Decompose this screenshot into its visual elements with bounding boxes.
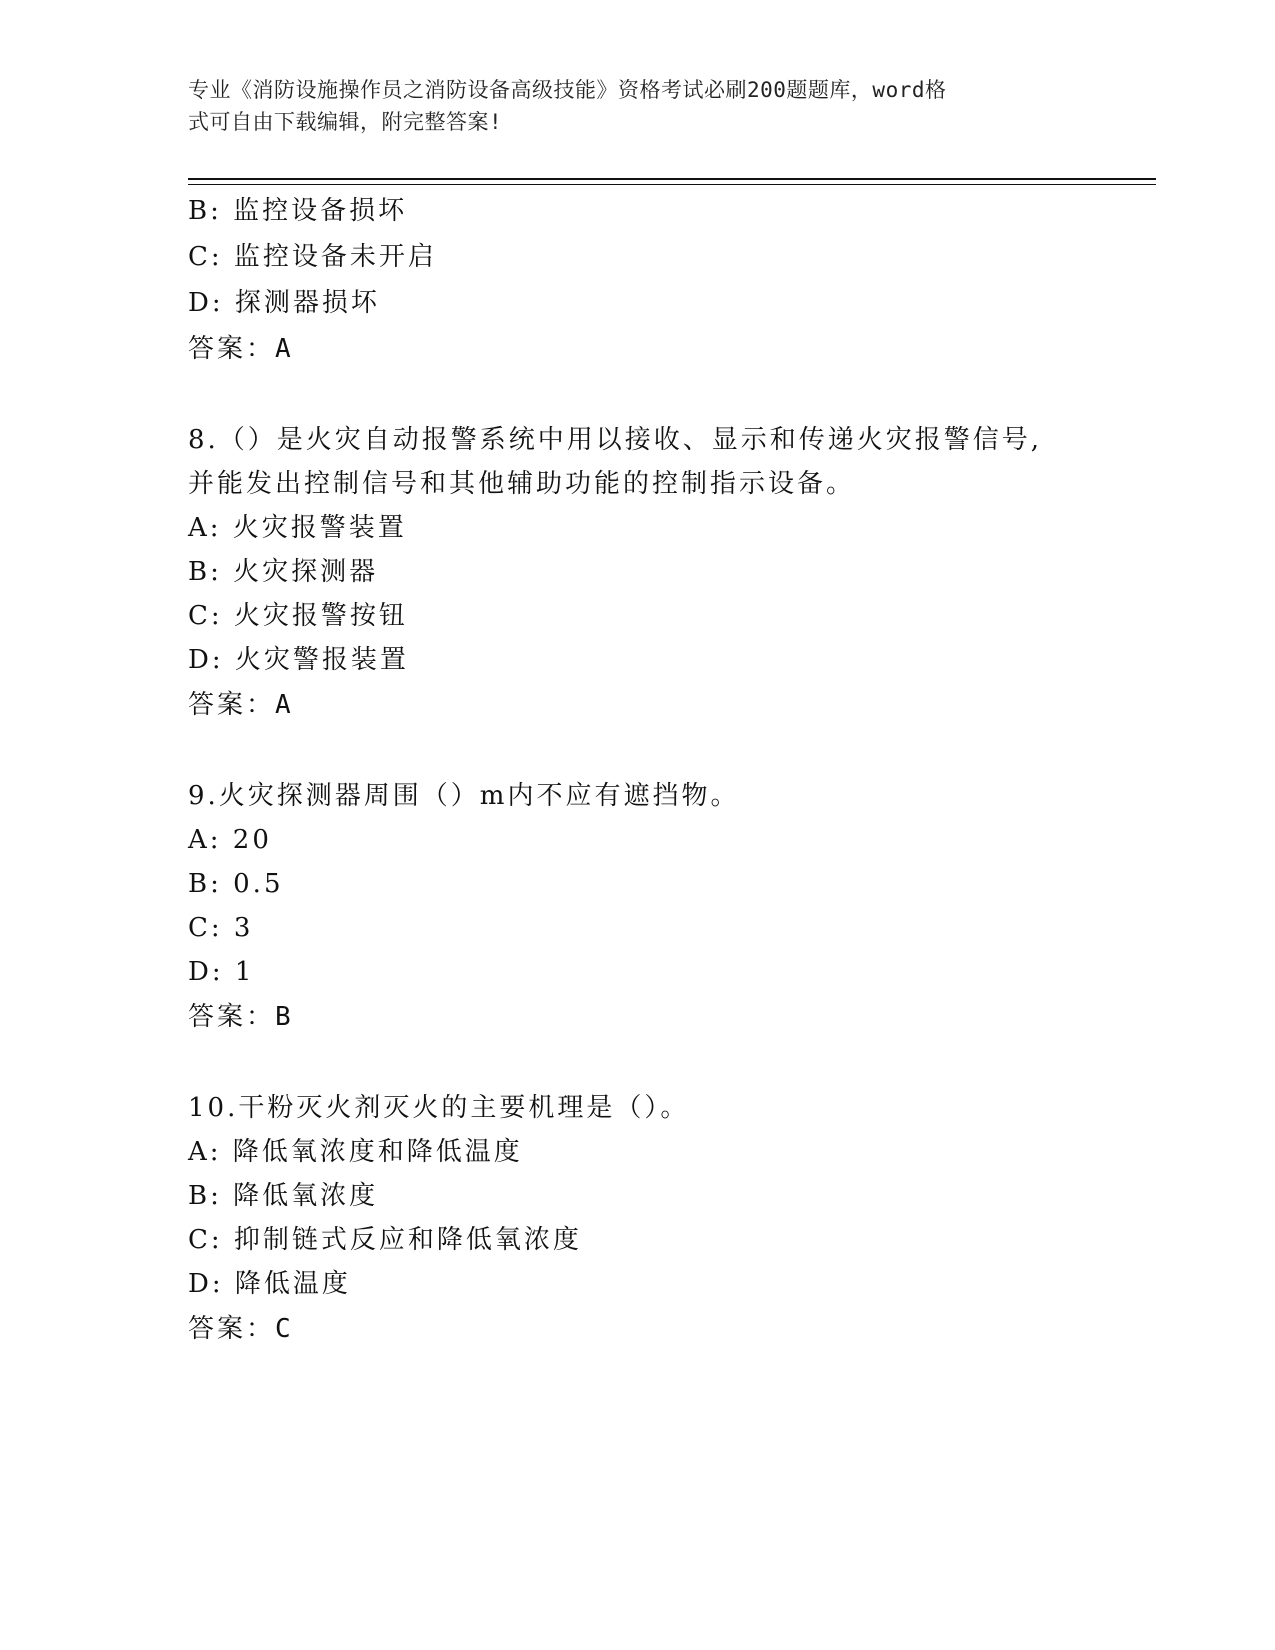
option-b: B: 火灾探测器 (188, 557, 379, 587)
answer-line (188, 1306, 1088, 1352)
header-divider-thin (188, 184, 1156, 185)
option-c: C: 火灾报警按钮 (188, 601, 408, 631)
option-b: B: 0.5 (188, 869, 284, 899)
answer-label: 答案： (188, 1002, 276, 1032)
question-9 (188, 774, 1088, 1040)
answer-value: B (275, 1002, 294, 1032)
option-d: D: 探测器损坏 (188, 288, 380, 318)
option-b: B: 降低氧浓度 (188, 1181, 379, 1211)
option-b: B: 监控设备损坏 (188, 196, 408, 226)
option-d: D: 火灾警报装置 (188, 645, 409, 675)
document-header (188, 74, 1068, 138)
question-stem: 9.火灾探测器周围（）m内不应有遮挡物。 (188, 781, 740, 811)
option-a: A: 降低氧浓度和降低温度 (188, 1137, 523, 1167)
question-stem: 并能发出控制信号和其他辅助功能的控制指示设备。 (188, 469, 856, 499)
answer-label: 答案： (188, 690, 276, 720)
question-10 (188, 1086, 1088, 1352)
option-d: D: 降低温度 (188, 1269, 351, 1299)
answer-value: C (275, 1314, 294, 1344)
question-list (188, 188, 1088, 1352)
spacer (188, 1040, 1088, 1086)
answer-line (188, 994, 1088, 1040)
question-stem: 10.干粉灭火剂灭火的主要机理是（）。 (188, 1093, 690, 1123)
option-a: A: 火灾报警装置 (188, 513, 407, 543)
answer-value: A (275, 690, 294, 720)
answer-line (188, 682, 1088, 728)
header-line-1: 专业《消防设施操作员之消防设备高级技能》资格考试必刷200题题库，word格 (188, 78, 947, 102)
option-c: C: 抑制链式反应和降低氧浓度 (188, 1225, 582, 1255)
header-divider-thick (188, 178, 1156, 180)
option-c: C: 3 (188, 913, 254, 943)
answer-line (188, 326, 1088, 372)
answer-value: A (275, 334, 294, 364)
answer-label: 答案： (188, 334, 276, 364)
header-line-2: 式可自由下载编辑，附完整答案! (188, 110, 503, 134)
spacer (188, 372, 1088, 418)
option-d: D: 1 (188, 957, 255, 987)
answer-label: 答案： (188, 1314, 276, 1344)
question-stem: 8.（）是火灾自动报警系统中用以接收、显示和传递火灾报警信号, (188, 425, 1043, 455)
question-8 (188, 418, 1088, 728)
spacer (188, 728, 1088, 774)
option-a: A: 20 (188, 825, 272, 855)
option-c: C: 监控设备未开启 (188, 242, 437, 272)
question-fragment (188, 188, 1088, 372)
